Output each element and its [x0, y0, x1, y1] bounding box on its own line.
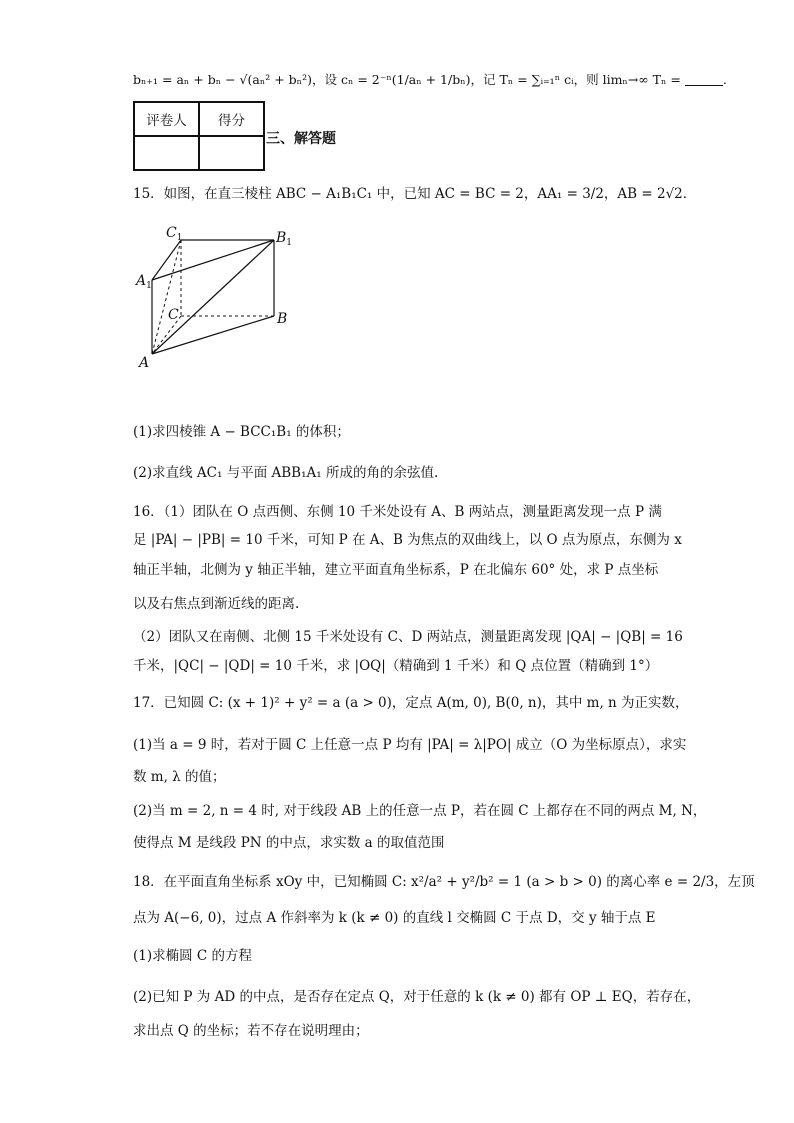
score-table-score-header: 得分 [199, 102, 264, 136]
q18-line2: 点为 A(−6, 0)，过点 A 作斜率为 k (k ≠ 0) 的直线 l 交椭圆 C 于点 D，交 y 轴于点 E [133, 910, 656, 926]
prism-figure [130, 222, 300, 374]
q17-line2: (1)当 a = 9 时，若对于圆 C 上任意一点 P 均有 |PA| = λ|PO| 成立（O 为坐标原点），求实 [133, 737, 687, 753]
q17-line4: (2)当 m = 2, n = 4 时, 对于线段 AB 上的任意一点 P，若在圆 C 上都存在不同的两点 M, N， [133, 803, 707, 819]
q17-line3: 数 m, λ 的值； [133, 769, 226, 785]
label-b: B [277, 311, 288, 327]
q18-line5: 求出点 Q 的坐标；若不存在说明理由； [133, 1023, 369, 1039]
edge-ab1-diagonal [152, 240, 274, 354]
section-title: 三、解答题 [266, 131, 336, 147]
score-table-grader-header: 评卷人 [134, 102, 199, 136]
q18-line1: 18．在平面直角坐标系 xOy 中，已知椭圆 C: x²/a² + y²/b² = 1 (a > b > 0) 的离心率 e = 2/3，左顶 [133, 874, 755, 890]
answer-blank [685, 73, 723, 86]
q16-line2: 足 |PA| − |PB| = 10 千米，可知 P 在 A、B 为焦点的双曲线上，以 O 点为原点，东侧为 x [133, 532, 682, 548]
edge-a1b1 [152, 240, 274, 280]
q15-part2: (2)求直线 AC₁ 与平面 ABB₁A₁ 所成的角的余弦值. [133, 465, 439, 481]
label-b1: $B_1$ [276, 230, 293, 248]
q17-line5: 使得点 M 是线段 PN 的中点，求实数 a 的取值范围 [133, 835, 445, 851]
q16-line6: 千米，|QC| − |QD| = 10 千米，求 |OQ|（精确到 1 千米）和 Q 点位置（精确到 1°） [133, 658, 659, 674]
q16-line5: （2）团队又在南侧、北侧 15 千米处设有 C、D 两站点，测量距离发现 |QA| − |QB| = 16 [133, 629, 683, 645]
q16-line1: 16．（1）团队在 O 点西侧、东侧 10 千米处设有 A、B 两站点，测量距离发现一点 P 满 [133, 504, 662, 520]
q16-line3: 轴正半轴，北侧为 y 轴正半轴，建立平面直角坐标系，P 在北偏东 60° 处，求 P 点坐标 [133, 562, 659, 578]
label-c: C [168, 307, 179, 323]
hidden-edge-c1a [152, 240, 181, 354]
q18-line4: (2)已知 P 为 AD 的中点，是否存在定点 Q，对于任意的 k (k ≠ 0) 都有 OP ⊥ EQ，若存在， [133, 989, 701, 1005]
score-table [133, 101, 265, 171]
q14-formula-line: bₙ₊₁ = aₙ + bₙ − √(aₙ² + bₙ²)，设 cₙ = 2⁻ⁿ(1/aₙ + 1/bₙ)，记 Tₙ = ∑ᵢ₌₁ⁿ cᵢ，则 limₙ→∞ Tₙ = . [133, 72, 727, 87]
label-c1: $C_1$ [166, 225, 183, 243]
q16-line4: 以及右焦点到渐近线的距离. [133, 596, 300, 612]
q17-line1: 17．已知圆 C: (x + 1)² + y² = a (a > 0)，定点 A(m, 0), B(0, n)，其中 m, n 为正实数， [133, 695, 689, 711]
q15-stem: 15．如图，在直三棱柱 ABC − A₁B₁C₁ 中，已知 AC = BC = 2，AA₁ = 3/2，AB = 2√2． [133, 186, 697, 202]
label-a: A [139, 355, 150, 371]
label-a1: $A_1$ [136, 273, 152, 291]
q15-part1: (1)求四棱锥 A − BCC₁B₁ 的体积； [133, 424, 350, 440]
edge-c1a1 [152, 240, 181, 280]
score-table-score-cell [199, 136, 264, 170]
q18-line3: (1)求椭圆 C 的方程 [133, 948, 253, 964]
score-table-grader-cell [134, 136, 199, 170]
q14-formula-text: bₙ₊₁ = aₙ + bₙ − √(aₙ² + bₙ²)，设 cₙ = 2⁻ⁿ(1/aₙ + 1/bₙ)，记 Tₙ = ∑ᵢ₌₁ⁿ cᵢ，则 limₙ→∞ Tₙ = [133, 72, 681, 87]
